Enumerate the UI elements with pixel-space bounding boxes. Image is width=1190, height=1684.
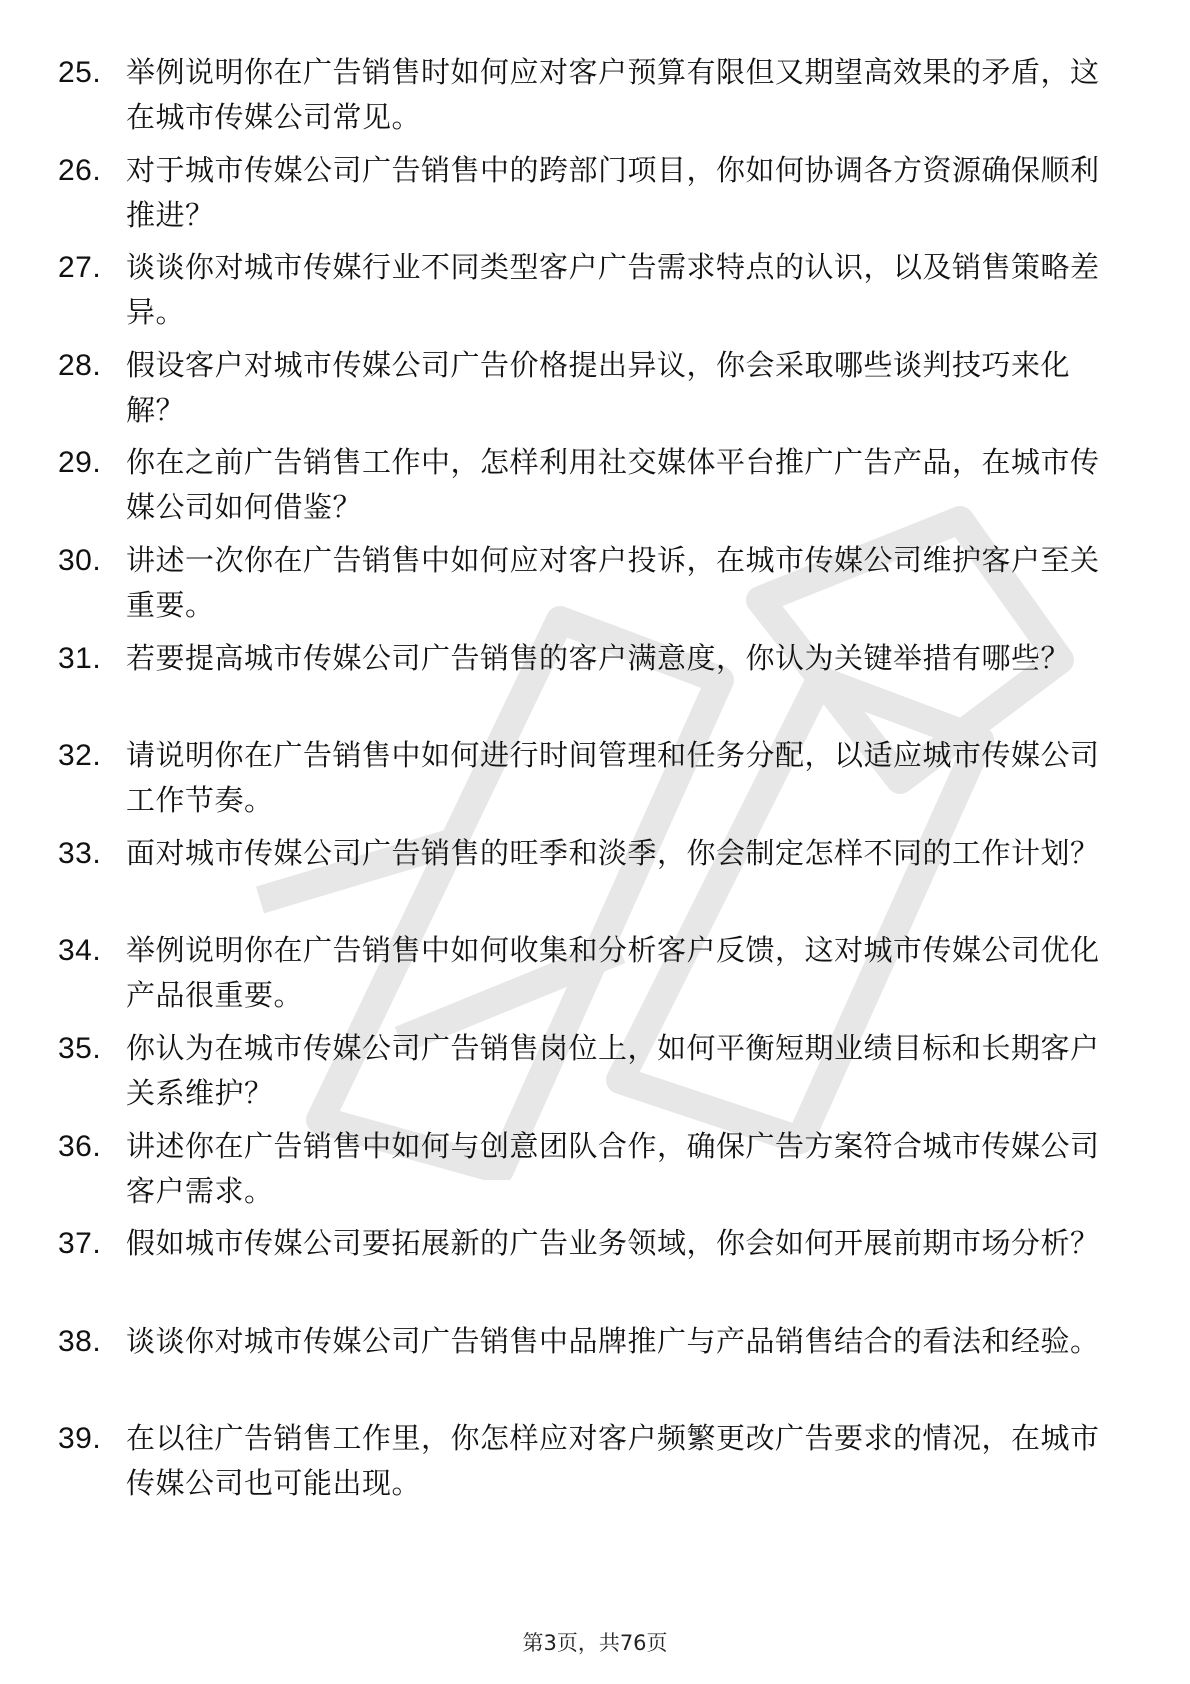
question-text: 举例说明你在广告销售时如何应对客户预算有限但又期望高效果的矛盾，这在城市传媒公司常见。 bbox=[126, 55, 1100, 134]
question-number: 34. bbox=[58, 934, 102, 968]
question-number: 27. bbox=[58, 251, 102, 285]
list-item bbox=[58, 343, 1118, 433]
list-item bbox=[58, 50, 1118, 140]
question-number: 35. bbox=[58, 1031, 102, 1065]
list-item bbox=[58, 636, 1118, 726]
question-text: 面对城市传媒公司广告销售的旺季和淡季，你会制定怎样不同的工作计划？ bbox=[126, 835, 1100, 870]
question-number: 36. bbox=[58, 1129, 102, 1163]
list-item bbox=[58, 538, 1118, 628]
list-item bbox=[58, 1221, 1118, 1311]
list-item bbox=[58, 1319, 1118, 1409]
question-text: 谈谈你对城市传媒行业不同类型客户广告需求特点的认识，以及销售策略差异。 bbox=[126, 250, 1100, 330]
page-number-label: 第3页，共76页 bbox=[522, 1631, 668, 1655]
question-number: 28. bbox=[58, 348, 102, 382]
question-number: 30. bbox=[58, 543, 102, 577]
question-number: 38. bbox=[58, 1324, 102, 1358]
list-item bbox=[58, 831, 1118, 921]
question-text: 假设客户对城市传媒公司广告价格提出异议，你会采取哪些谈判技巧来化解？ bbox=[126, 347, 1071, 427]
list-item bbox=[58, 245, 1118, 335]
list-item bbox=[58, 440, 1118, 530]
question-text: 讲述你在广告销售中如何与创意团队合作，确保广告方案符合城市传媒公司客户需求。 bbox=[126, 1128, 1100, 1208]
list-item bbox=[58, 1026, 1118, 1116]
question-number: 37. bbox=[58, 1227, 102, 1261]
list-item bbox=[58, 1124, 1118, 1214]
question-text: 若要提高城市传媒公司广告销售的客户满意度，你认为关键举措有哪些？ bbox=[126, 640, 1071, 675]
question-number: 33. bbox=[58, 836, 102, 870]
question-number: 29. bbox=[58, 446, 102, 480]
list-item bbox=[58, 148, 1118, 238]
question-list bbox=[58, 50, 1118, 1514]
question-number: 39. bbox=[58, 1422, 102, 1456]
question-number: 32. bbox=[58, 739, 102, 773]
question-text: 谈谈你对城市传媒公司广告销售中品牌推广与产品销售结合的看法和经验。 bbox=[126, 1323, 1100, 1358]
question-text: 你在之前广告销售工作中，怎样利用社交媒体平台推广广告产品，在城市传媒公司如何借鉴？ bbox=[126, 445, 1100, 525]
question-text: 举例说明你在广告销售中如何收集和分析客户反馈，这对城市传媒公司优化产品很重要。 bbox=[126, 933, 1100, 1013]
page-footer bbox=[0, 1627, 1190, 1657]
list-item bbox=[58, 1416, 1118, 1506]
question-text: 讲述一次你在广告销售中如何应对客户投诉，在城市传媒公司维护客户至关重要。 bbox=[126, 542, 1100, 622]
question-number: 31. bbox=[58, 641, 102, 675]
list-item bbox=[58, 733, 1118, 823]
question-text: 请说明你在广告销售中如何进行时间管理和任务分配，以适应城市传媒公司工作节奏。 bbox=[126, 738, 1100, 818]
question-text: 你认为在城市传媒公司广告销售岗位上，如何平衡短期业绩目标和长期客户关系维护？ bbox=[126, 1030, 1100, 1110]
question-text: 假如城市传媒公司要拓展新的广告业务领域，你会如何开展前期市场分析？ bbox=[126, 1226, 1100, 1261]
question-number: 25. bbox=[58, 56, 102, 89]
list-item bbox=[58, 928, 1118, 1018]
question-text: 对于城市传媒公司广告销售中的跨部门项目，你如何协调各方资源确保顺利推进？ bbox=[126, 152, 1100, 232]
question-number: 26. bbox=[58, 153, 102, 187]
question-text: 在以往广告销售工作里，你怎样应对客户频繁更改广告要求的情况，在城市传媒公司也可能出现。 bbox=[126, 1421, 1100, 1501]
